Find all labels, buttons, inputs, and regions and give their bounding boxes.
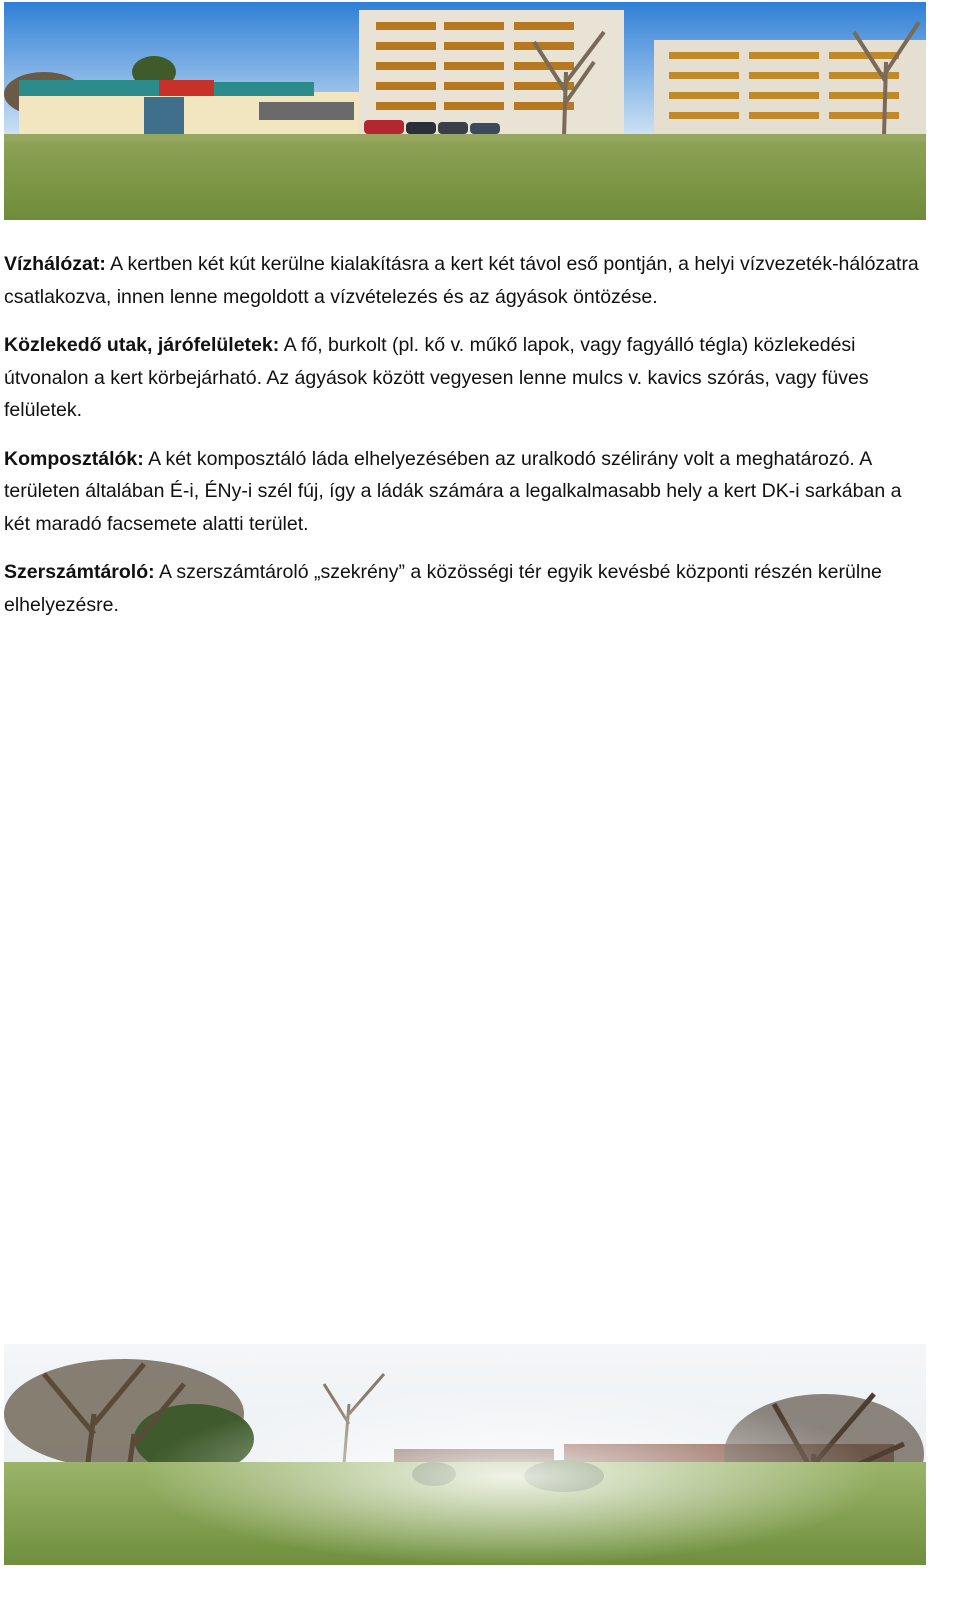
paragraph-body: A szerszámtároló „szekrény” a közösségi tér egyik kevésbé központi részén kerülne elhelyezésre. [4,561,882,616]
paragraph-heading: Vízhálózat: [4,253,106,275]
paragraph-composters [4,443,926,541]
paragraph-tool-storage [4,556,926,621]
paragraph-body: A fő, burkolt (pl. kő v. műkő lapok, vagy fagyálló tégla) közlekedési útvonalon a kert körbejárható. Az ágyások között vegyesen lenne mulcs v. kavics szórás, vagy füves felületek. [4,334,869,421]
text-content [4,248,926,637]
photo-meadow-apartments [4,2,926,220]
paragraph-heading: Közlekedő utak, járófelületek: [4,334,280,356]
photo-field-trees [4,1344,926,1565]
paragraph-body: A két komposztáló láda elhelyezésében az uralkodó szélirány volt a meghatározó. A területen általában É-i, ÉNy-i szél fúj, így a ládák számára a legalkalmasabb hely a kert DK-i sarkában a két maradó facsemete alatti terület. [4,447,902,535]
paragraph-walkways [4,329,926,427]
paragraph-water-network [4,248,926,313]
paragraph-heading: Komposztálók: [4,447,144,470]
paragraph-heading: Szerszámtároló: [4,561,155,583]
paragraph-body: A kertben két kút kerülne kialakításra a kert két távol eső pontján, a helyi vízvezeték-hálózatra csatlakozva, innen lenne megoldott a vízvételezés és az ágyások öntözése. [4,253,919,308]
